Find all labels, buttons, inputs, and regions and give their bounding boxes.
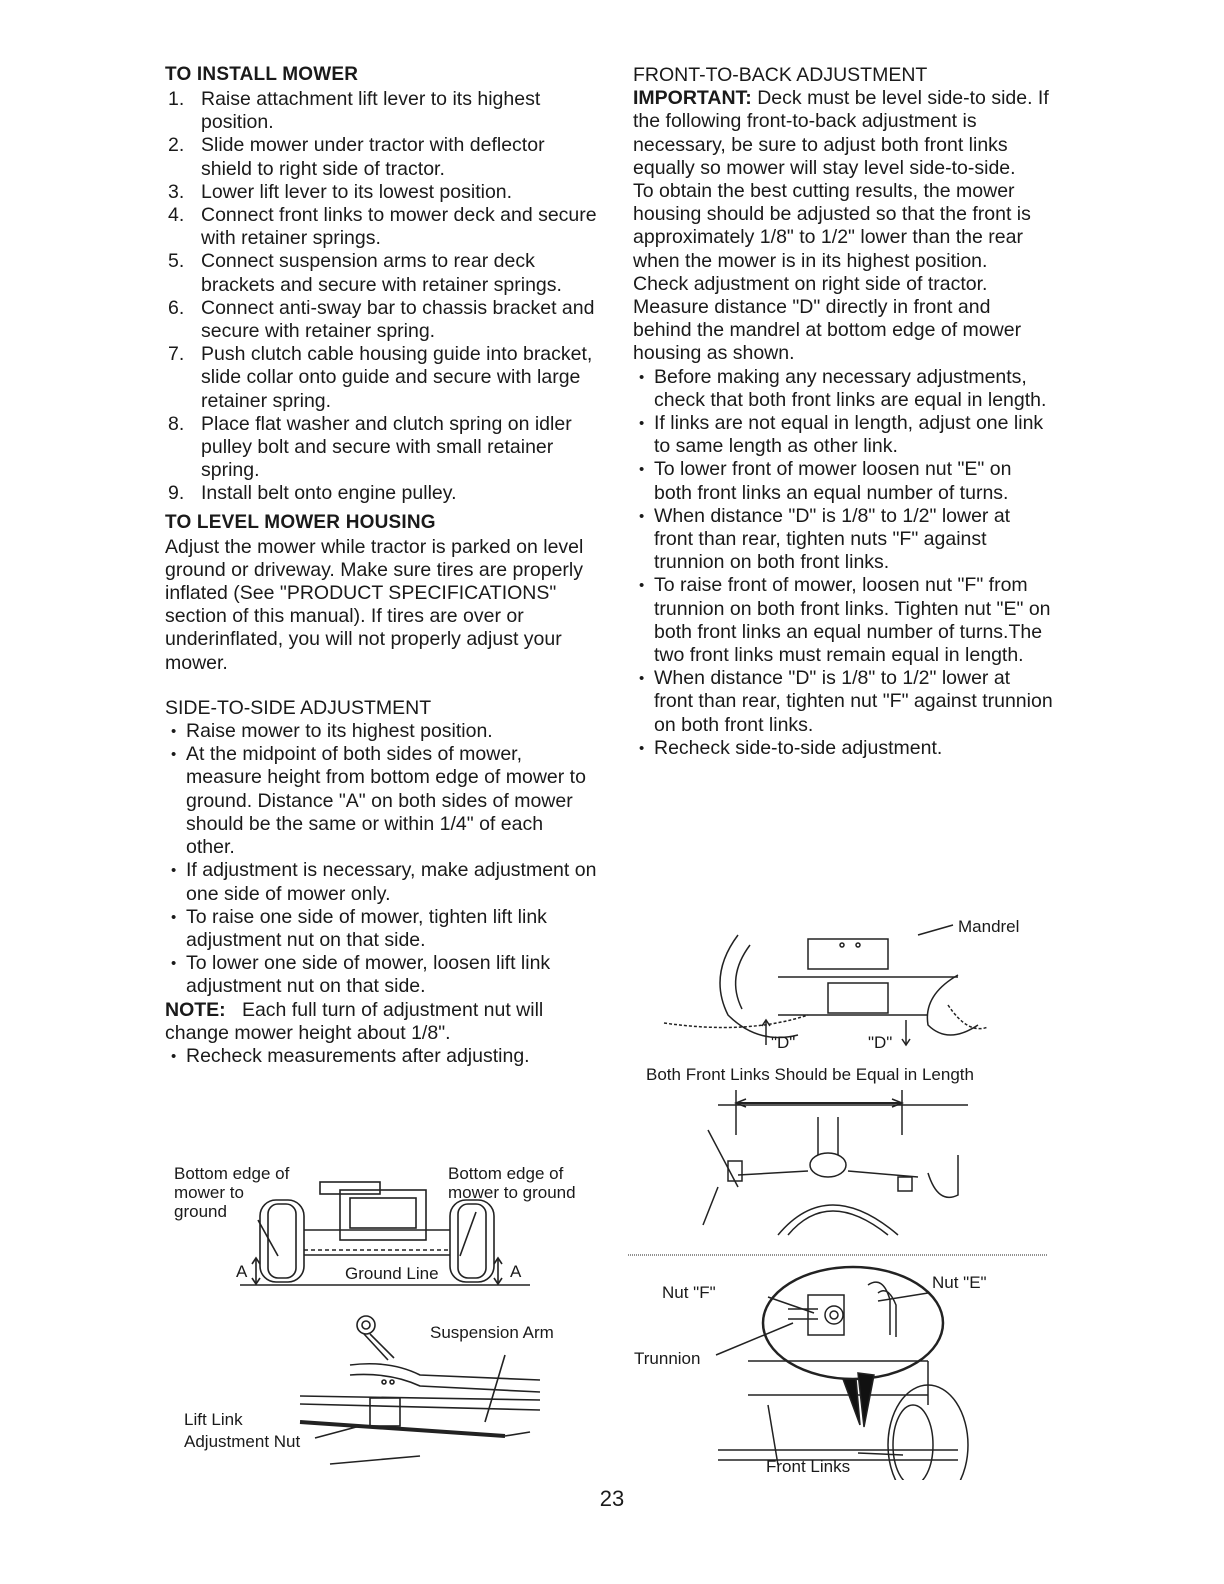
- side-adjust-figure: [160, 1160, 600, 1480]
- install-step: 4. Connect front links to mower deck and secure with retainer springs.: [168, 204, 597, 250]
- side-bullet: • If adjustment is necessary, make adjustment on one side of mower only.: [165, 859, 597, 905]
- left-column: [165, 64, 597, 1068]
- label-d-rear: "D": [868, 1033, 893, 1052]
- label-front-links: Front Links: [766, 1457, 851, 1476]
- label-ground-line: Ground Line: [345, 1264, 439, 1283]
- page-number: 23: [599, 1486, 625, 1511]
- front-bullets: [633, 366, 1053, 760]
- side-heading: SIDE-TO-SIDE ADJUSTMENT: [165, 696, 432, 719]
- level-heading: TO LEVEL MOWER HOUSING: [165, 511, 436, 533]
- front-bullet: • When distance "D" is 1/8" to 1/2" lower at front than rear, tighten nuts "F" against trunnion on both front links.: [633, 505, 1053, 575]
- level-intro: Adjust the mower while tractor is parked on level ground or driveway. Make sure tires are properly inflated (See "PRODUCT SPECIFICATIONS" section of this manual). If tires are over or underinflated, you will not properly adjust your mower.: [165, 535, 584, 674]
- front-bullet: • When distance "D" is 1/8" to 1/2" lower at front than rear, tighten nut "F" against trunnion on both front links.: [633, 667, 1053, 737]
- label-bottom-edge-left: Bottom edge of mower to ground: [174, 1164, 290, 1221]
- right-column: [633, 64, 1053, 760]
- important-text: Deck must be level side-to side. If the following front-to-back adjustment is necessary, be sure to adjust both front links equally so mower will stay level side-to-side.: [633, 87, 1049, 179]
- label-lift-link: Lift Link: [184, 1410, 243, 1429]
- install-step: 9. Install belt onto engine pulley.: [168, 482, 457, 505]
- label-suspension-arm: Suspension Arm: [430, 1323, 554, 1342]
- install-heading: TO INSTALL MOWER: [165, 64, 359, 85]
- side-note: [165, 999, 597, 1045]
- front-bullet: • Before making any necessary adjustments, check that both front links are equal in length.: [633, 366, 1053, 412]
- side-bullet: • At the midpoint of both sides of mower, measure height from bottom edge of mower to ground. Distance "A" on both sides of mower should be the same or within 1/4" of each other.: [165, 743, 597, 859]
- label-a-left: A: [236, 1262, 248, 1281]
- install-step: 1. Raise attachment lift lever to its highest position.: [168, 88, 541, 134]
- label-d-front: "D": [771, 1033, 796, 1052]
- install-step: 7. Push clutch cable housing guide into bracket, slide collar onto guide and secure with large retainer spring.: [168, 343, 593, 412]
- side-final-bullet: • Recheck measurements after adjusting.: [165, 1045, 597, 1068]
- side-bullet: • To raise one side of mower, tighten lift link adjustment nut on that side.: [165, 906, 597, 952]
- front-para1: To obtain the best cutting results, the mower housing should be adjusted so that the front is approximately 1/8" to 1/2" lower than the rear when the mower is in its highest position.: [633, 180, 1031, 272]
- note-text: Each full turn of adjustment nut will change mower height about 1/8".: [165, 998, 544, 1044]
- front-important: [633, 87, 1053, 180]
- label-mandrel: Mandrel: [958, 917, 1020, 936]
- side-final: [165, 1045, 597, 1068]
- side-bullet: • To lower one side of mower, loosen lift link adjustment nut on that side.: [165, 952, 597, 998]
- install-steps: [165, 88, 597, 506]
- install-step: 6. Connect anti-sway bar to chassis bracket and secure with retainer spring.: [168, 296, 595, 343]
- front-links-diagram: [628, 905, 1058, 1480]
- side-bullet: • Raise mower to its highest position.: [165, 720, 597, 743]
- front-heading: FRONT-TO-BACK ADJUSTMENT: [633, 64, 928, 86]
- front-bullet: • To lower front of mower loosen nut "E" on both front links an equal number of turns.: [633, 458, 1053, 504]
- label-trunnion: Trunnion: [634, 1349, 701, 1368]
- install-step: 8. Place flat washer and clutch spring on idler pulley bolt and secure with small retainer spring.: [168, 412, 572, 482]
- label-adjustment-nut: Adjustment Nut: [184, 1432, 301, 1451]
- right-wheel: [450, 1200, 494, 1282]
- detail-circle: [763, 1267, 943, 1379]
- side-bullets: [165, 720, 597, 998]
- label-nut-e: Nut "E": [932, 1273, 987, 1292]
- caption-front-links: Both Front Links Should be Equal in Length: [646, 1065, 974, 1084]
- front-bullet: • To raise front of mower, loosen nut "F" from trunnion on both front links. Tighten nut "E" on both front links an equal number of turns.The two front links must remain equal in length.: [633, 574, 1053, 667]
- install-step: 2. Slide mower under tractor with deflector shield to right side of tractor.: [168, 134, 545, 180]
- rear-tire-outline: [778, 1205, 898, 1235]
- front-adjust-figure: [628, 905, 1058, 1480]
- install-step: 3. Lower lift lever to its lowest position.: [168, 180, 513, 203]
- label-bottom-edge-right: Bottom edge of mower to ground: [448, 1164, 576, 1202]
- install-step: 5. Connect suspension arms to rear deck brackets and secure with retainer springs.: [168, 250, 562, 296]
- front-para2: Check adjustment on right side of tractor. Measure distance "D" directly in front and behind the mandrel at bottom edge of mower housing as shown.: [633, 272, 1022, 365]
- front-bullet: • If links are not equal in length, adjust one link to same length as other link.: [633, 412, 1053, 458]
- note-label: NOTE:: [165, 998, 226, 1021]
- important-label: IMPORTANT:: [633, 87, 752, 110]
- label-nut-f: Nut "F": [662, 1283, 716, 1302]
- front-tire-outline: [720, 935, 798, 1038]
- front-bullet: • Recheck side-to-side adjustment.: [633, 737, 1053, 760]
- label-a-right: A: [510, 1262, 522, 1281]
